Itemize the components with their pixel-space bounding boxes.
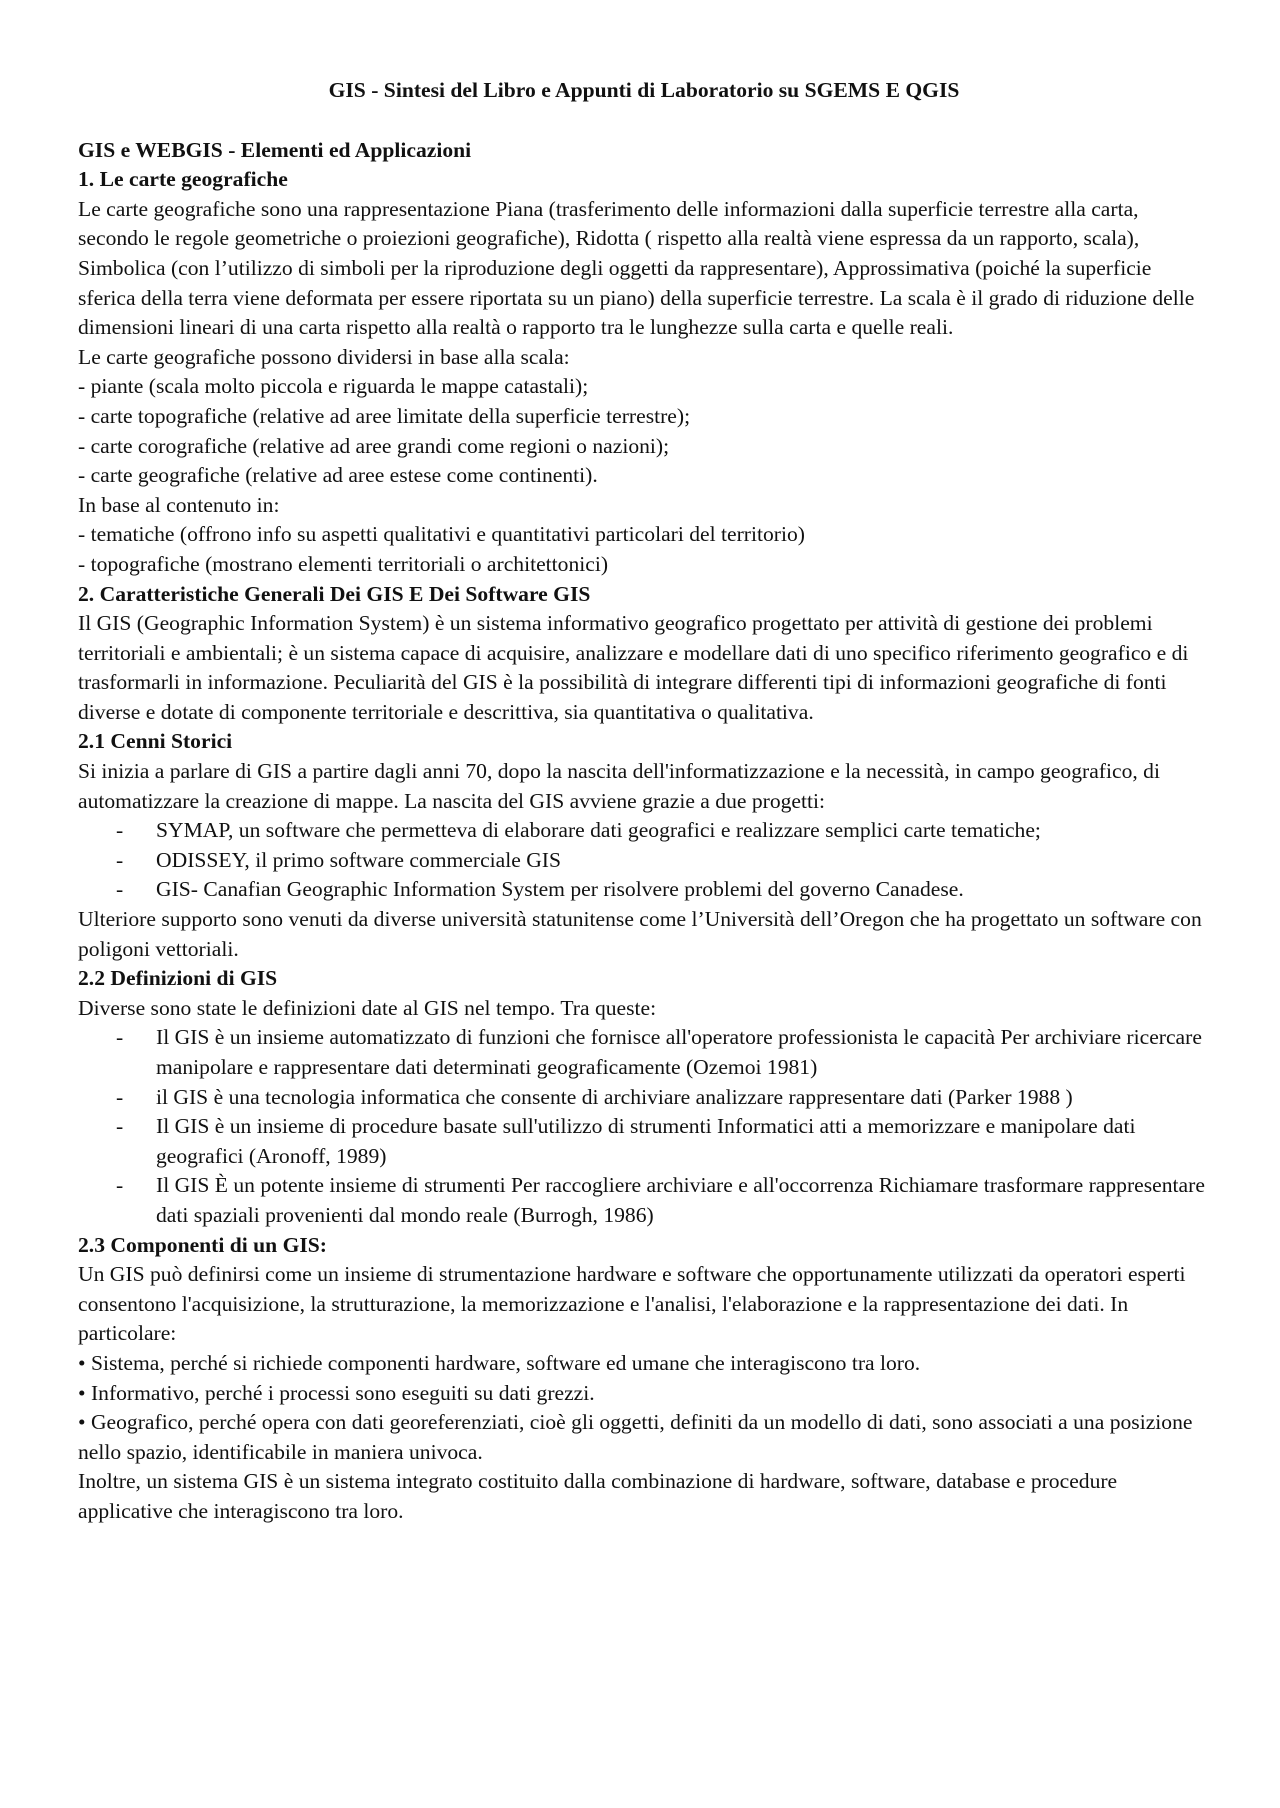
section-2-1-paragraph: Si inizia a parlare di GIS a partire dagli anni 70, dopo la nascita dell'informatizzazione e la necessità, in campo geografico, di automatizzare la creazione di mappe. La nascita del GIS avviene grazie a due progetti: xyxy=(78,759,1160,813)
list-item: - il GIS è una tecnologia informatica che consente di archiviare analizzare rappresentare dati (Parker 1988 ) xyxy=(78,1083,1210,1113)
section-2-2-paragraph: Diverse sono state le definizioni date al GIS nel tempo. Tra queste: xyxy=(78,995,657,1020)
document-title: GIS - Sintesi del Libro e Appunti di Laboratorio su SGEMS E QGIS xyxy=(328,78,960,102)
content-item: - topografiche (mostrano elementi territoriali o architettonici) xyxy=(78,551,609,576)
scale-item: - carte topografiche (relative ad aree limitate della superficie terrestre); xyxy=(78,403,691,428)
bullet-item: • Informativo, perché i processi sono eseguiti su dati grezzi. xyxy=(78,1380,595,1405)
scale-item: - piante (scala molto piccola e riguarda le mappe catastali); xyxy=(78,374,589,399)
section-2-3-paragraph-2: Inoltre, un sistema GIS è un sistema integrato costituito dalla combinazione di hardware, software, database e procedure applicative che interagiscono tra loro. xyxy=(78,1469,1118,1523)
section-2-3-heading: 2.3 Componenti di un GIS: xyxy=(78,1232,327,1257)
scale-intro: Le carte geografiche possono dividersi in base alla scala: xyxy=(78,344,570,369)
document-page xyxy=(78,76,1210,1527)
list-item: - Il GIS È un potente insieme di strumenti Per raccogliere archiviare e all'occorrenza Richiamare trasformare rappresentare dati spaziali provenienti dal mondo reale (Burrogh, 1986) xyxy=(78,1171,1210,1230)
bullet-item: • Geografico, perché opera con dati georeferenziati, cioè gli oggetti, definiti da un modello di dati, sono associati a una posizione nello spazio, identificabile in maniera univoca. xyxy=(78,1410,1193,1464)
scale-item: - carte geografiche (relative ad aree estese come continenti). xyxy=(78,463,598,488)
list-item: - ODISSEY, il primo software commerciale GIS xyxy=(78,846,1210,876)
section-2-paragraph: Il GIS (Geographic Information System) è un sistema informativo geografico progettato per attività di gestione dei problemi territoriali e ambientali; è un sistema capace di acquisire, analizzare e modellare dati di uno specifico riferimento geografico e di trasformarli in informazione. Peculiarità del GIS è la possibilità di integrare differenti tipi di informazioni geografiche di fonti diverse e dotate di componente territoriale e descrittiva, sia quantitativa o qualitativa. xyxy=(78,611,1189,724)
bullet-item: • Sistema, perché si richiede componenti hardware, software ed umane che interagiscono tra loro. xyxy=(78,1350,921,1375)
section-2-3-paragraph: Un GIS può definirsi come un insieme di strumentazione hardware e software che opportunamente utilizzati da operatori esperti consentono l'acquisizione, la strutturazione, la memorizzazione e l'analisi, l'elaborazione e la rappresentazione dei dati. In particolare: xyxy=(78,1262,1186,1346)
list-item: - SYMAP, un software che permetteva di elaborare dati geografici e realizzare semplici carte tematiche; xyxy=(78,816,1210,846)
section-1-heading: 1. Le carte geografiche xyxy=(78,167,288,192)
list-item: - GIS- Canafian Geographic Information System per risolvere problemi del governo Canadese. xyxy=(78,875,1210,905)
definitions-list xyxy=(78,1023,1210,1230)
content-item: - tematiche (offrono info su aspetti qualitativi e quantitativi particolari del territorio) xyxy=(78,522,805,547)
section-2-1-paragraph-2: Ulteriore supporto sono venuti da diverse università statunitense come l’Università dell’Oregon che ha progettato un software con poligoni vettoriali. xyxy=(78,907,1202,961)
section-2-heading: 2. Caratteristiche Generali Dei GIS E Dei Software GIS xyxy=(78,581,591,606)
section-2-1-heading: 2.1 Cenni Storici xyxy=(78,729,233,754)
history-list xyxy=(78,816,1210,905)
main-heading: GIS e WEBGIS - Elementi ed Applicazioni xyxy=(78,137,472,162)
list-item: - Il GIS è un insieme di procedure basate sull'utilizzo di strumenti Informatici atti a memorizzare e manipolare dati geografici (Aronoff, 1989) xyxy=(78,1112,1210,1171)
section-1-paragraph: Le carte geografiche sono una rappresentazione Piana (trasferimento delle informazioni dalla superficie terrestre alla carta, secondo le regole geometriche o proiezioni geografiche), Ridotta ( rispetto alla realtà viene espressa da un rapporto, scala), Simbolica (con l’utilizzo di simboli per la riproduzione degli oggetti da rappresentare), Approssimativa (poiché la superficie sferica della terra viene deformata per essere riportata su un piano) della superficie terrestre. La scala è il grado di riduzione delle dimensioni lineari di una carta rispetto alla realtà o rapporto tra le lunghezze sulla carta e quelle reali. xyxy=(78,196,1195,340)
list-item: - Il GIS è un insieme automatizzato di funzioni che fornisce all'operatore professionista le capacità Per archiviare ricercare manipolare e rappresentare dati determinati geograficamente (Ozemoi 1981) xyxy=(78,1023,1210,1082)
scale-item: - carte corografiche (relative ad aree grandi come regioni o nazioni); xyxy=(78,433,670,458)
content-intro: In base al contenuto in: xyxy=(78,492,280,517)
section-2-2-heading: 2.2 Definizioni di GIS xyxy=(78,966,278,991)
